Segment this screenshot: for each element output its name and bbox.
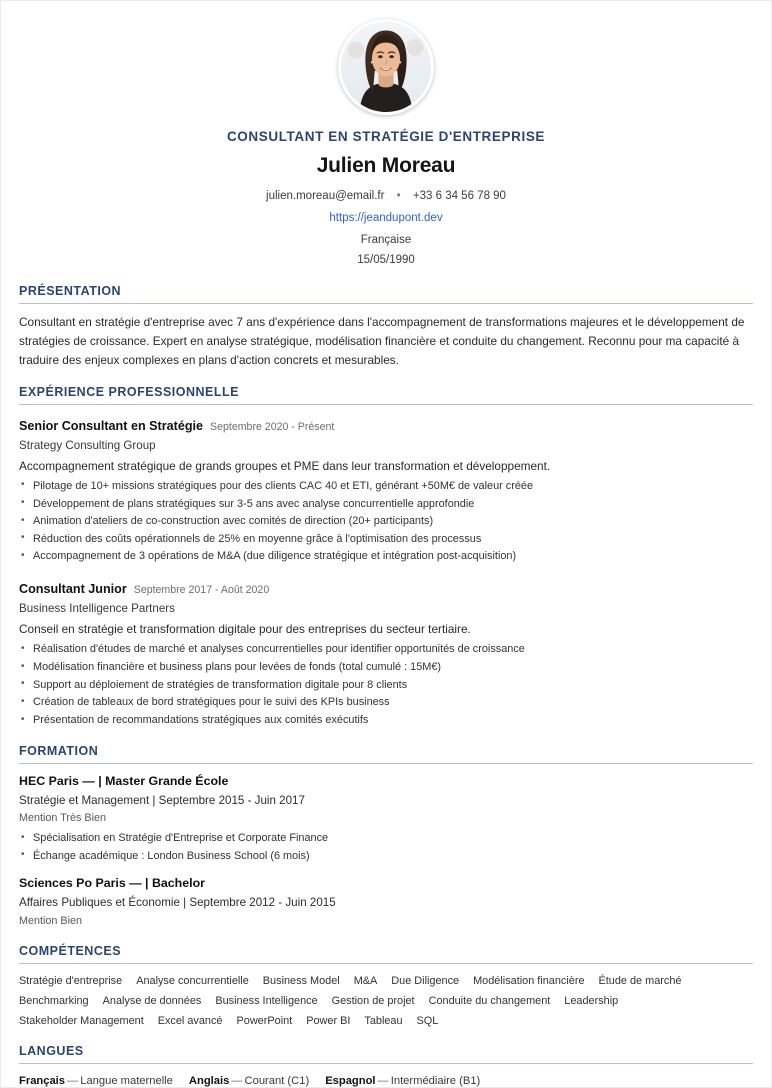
education-detail: Affaires Publiques et Économie | Septembre 2012 - Juin 2015 — [19, 896, 336, 910]
skill-tag: PowerPoint — [236, 1015, 293, 1028]
section-languages — [19, 1044, 753, 1088]
skill-tag: Benchmarking — [19, 995, 89, 1008]
skill-tag: Business Intelligence — [215, 995, 318, 1008]
education-mention: Mention Très Bien — [19, 812, 107, 825]
skill-tag: Stakeholder Management — [19, 1015, 144, 1028]
list-item: • Modélisation financière et business plans pour levées de fonds (total cumulé : 15M€) — [19, 659, 753, 677]
nationality-text: Française — [360, 233, 412, 246]
section-heading-experience: EXPÉRIENCE PROFESSIONNELLE — [19, 384, 239, 399]
skill-tag: Conduite du changement — [428, 995, 551, 1008]
skill-tag: Stratégie d'entreprise — [19, 974, 123, 987]
list-item: • Pilotage de 10+ missions stratégiques pour des clients CAC 40 et ETI, générant +50M€ de valeur créée — [19, 478, 753, 496]
skill-tag: Leadership — [564, 995, 619, 1008]
skill-tag: Business Model — [262, 974, 340, 987]
skill-tag: SQL — [416, 1015, 439, 1028]
skill-tag: Tableau — [364, 1015, 403, 1028]
presentation-body: Consultant en stratégie d'entreprise avec 7 ans d'expérience dans l'accompagnement de transformations majeures et le développement de stratégies de croissance. Expert en analyse stratégique, modélisation financière et conduite du changement. Reconnu pour ma capacité à traduire des enjeux complexes en plans d'action concrets et mesurables. — [19, 315, 745, 368]
experience-entry — [19, 414, 753, 567]
skill-tag: Due Diligence — [391, 974, 460, 987]
section-divider — [19, 963, 753, 964]
list-item: • Échange académique : London Business School (6 mois) — [19, 848, 753, 866]
education-school: Sciences Po Paris — | Bachelor — [19, 876, 205, 891]
section-heading-skills: COMPÉTENCES — [19, 943, 122, 958]
website-link[interactable]: https://jeandupont.dev — [329, 211, 443, 224]
list-item: • Support au déploiement de stratégies de transformation digitale pour 8 clients — [19, 677, 753, 695]
experience-description: Conseil en stratégie et transformation digitale pour des entreprises du secteur tertiaire. — [19, 622, 471, 637]
experience-header — [19, 414, 753, 437]
list-item: • Accompagnement de 3 opérations de M&A (due diligence stratégique et intégration post-acquisition) — [19, 548, 753, 566]
language-level: Intermédiaire (B1) — [390, 1075, 481, 1088]
list-item: • Réduction des coûts opérationnels de 25% en moyenne grâce à l'optimisation des processus — [19, 531, 753, 549]
section-experience — [19, 385, 753, 730]
list-item: • Spécialisation en Stratégie d'Entreprise et Corporate Finance — [19, 830, 753, 848]
language-separator: — — [67, 1075, 79, 1088]
skill-tag: Analyse concurrentielle — [136, 974, 249, 987]
list-item: • Création de tableaux de bord stratégiques pour le suivi des KPIs business — [19, 694, 753, 712]
birthdate-text: 15/05/1990 — [357, 254, 415, 267]
experience-bullets — [19, 641, 753, 729]
list-item: • Réalisation d'études de marché et analyses concurrentielles pour identifier opportunités de croissance — [19, 641, 753, 659]
experience-dates: Septembre 2017 - Août 2020 — [133, 584, 270, 597]
skill-tag: Gestion de projet — [331, 995, 415, 1008]
experience-organization: Strategy Consulting Group — [19, 438, 156, 452]
section-divider — [19, 404, 753, 405]
language-separator: — — [377, 1075, 389, 1088]
experience-role: Senior Consultant en Stratégie — [19, 418, 204, 433]
skills-list — [19, 973, 741, 1031]
language-separator: — — [231, 1075, 243, 1088]
section-heading-languages: LANGUES — [19, 1044, 84, 1059]
section-presentation — [19, 284, 753, 370]
experience-role: Consultant Junior — [19, 582, 127, 597]
section-skills — [19, 944, 753, 1031]
education-entry — [19, 875, 753, 929]
education-bullets — [19, 830, 753, 865]
skill-tag: Power BI — [306, 1015, 351, 1028]
section-heading-education: FORMATION — [19, 743, 99, 758]
section-divider — [19, 1063, 753, 1064]
contact-separator: • — [396, 190, 401, 202]
experience-header — [19, 577, 753, 600]
language-name: Anglais — [188, 1075, 230, 1088]
section-education — [19, 744, 753, 930]
section-divider — [19, 303, 753, 304]
experience-dates: Septembre 2020 - Présent — [210, 420, 335, 433]
cv-header — [19, 15, 753, 270]
language-item — [325, 1073, 480, 1088]
page-title: CONSULTANT EN STRATÉGIE D'ENTREPRISE — [226, 129, 546, 144]
section-heading-presentation: PRÉSENTATION — [19, 284, 122, 299]
experience-bullets — [19, 478, 753, 566]
phone-text: +33 6 34 56 78 90 — [412, 190, 506, 202]
email-text: julien.moreau@email.fr — [266, 190, 385, 202]
avatar — [338, 19, 434, 115]
language-level: Langue maternelle — [80, 1075, 173, 1088]
education-school: HEC Paris — | Master Grande École — [19, 773, 229, 788]
skill-tag: Analyse de données — [102, 995, 202, 1008]
contact-row — [19, 188, 753, 206]
profile-photo-icon — [341, 22, 431, 112]
skill-tag: Étude de marché — [598, 974, 682, 987]
candidate-name: Julien Moreau — [316, 154, 456, 177]
education-entry — [19, 773, 753, 866]
skill-tag: Modélisation financière — [473, 974, 585, 987]
education-detail: Stratégie et Management | Septembre 2015 - Juin 2017 — [19, 793, 305, 807]
language-item — [189, 1073, 309, 1088]
language-name: Espagnol — [325, 1075, 376, 1088]
experience-entry — [19, 577, 753, 730]
section-divider — [19, 763, 753, 764]
list-item: • Développement de plans stratégiques sur 3-5 ans avec analyse concurrentielle approfondie — [19, 496, 753, 514]
language-level: Courant (C1) — [244, 1075, 310, 1088]
language-item — [19, 1073, 173, 1088]
education-mention: Mention Bien — [19, 915, 83, 928]
skill-tag: M&A — [353, 974, 378, 987]
experience-organization: Business Intelligence Partners — [19, 602, 175, 616]
languages-list — [19, 1073, 753, 1088]
list-item: • Animation d'ateliers de co-construction avec comités de direction (20+ participants) — [19, 513, 753, 531]
language-name: Français — [19, 1075, 66, 1088]
skill-tag: Excel avancé — [157, 1015, 223, 1028]
list-item: • Présentation de recommandations stratégiques aux comités exécutifs — [19, 712, 753, 730]
experience-description: Accompagnement stratégique de grands groupes et PME dans leur transformation et développement. — [19, 458, 551, 473]
